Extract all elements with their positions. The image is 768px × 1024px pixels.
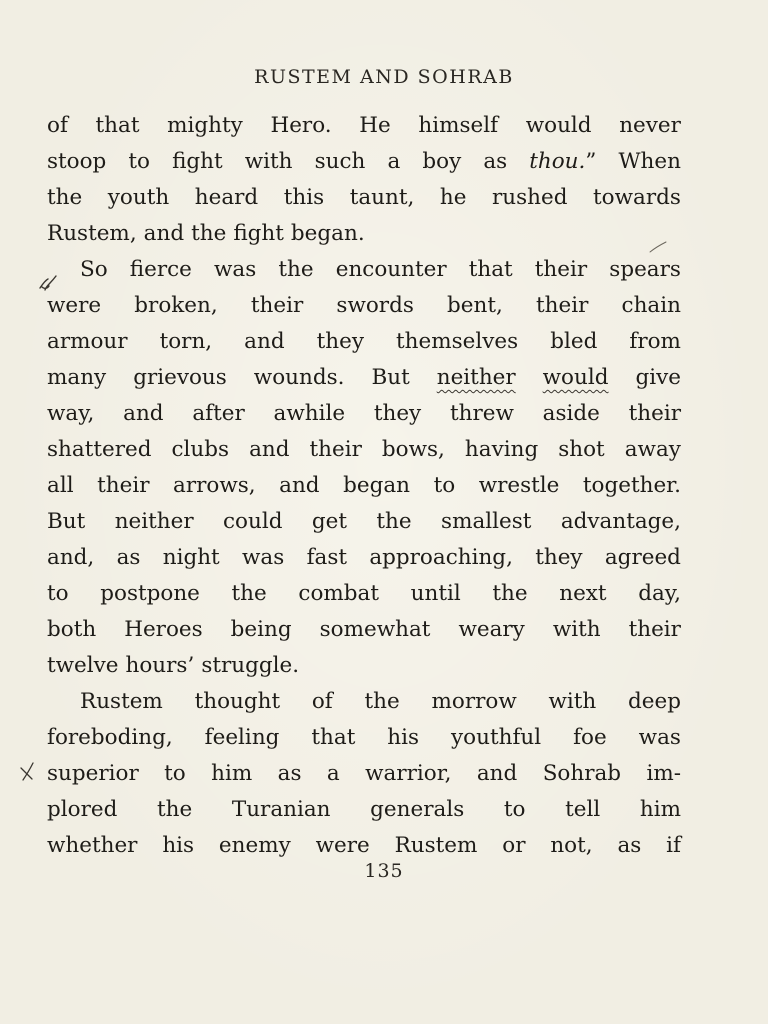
word: youth xyxy=(107,185,170,210)
text-line xyxy=(47,468,681,504)
word: were xyxy=(315,833,370,858)
word: advantage, xyxy=(560,509,681,534)
word: When xyxy=(618,149,681,174)
word: shattered xyxy=(47,437,152,462)
word: together. xyxy=(582,473,681,498)
word: and xyxy=(244,329,285,354)
word: until xyxy=(410,581,461,606)
body-text xyxy=(47,108,681,864)
running-head: RUSTEM AND SOHRAB xyxy=(254,66,514,88)
word: to xyxy=(47,581,69,606)
word: that xyxy=(468,257,513,282)
word: weary xyxy=(458,617,525,642)
word: that xyxy=(95,113,140,138)
word: But xyxy=(47,509,86,534)
word: Rustem xyxy=(394,833,478,858)
word: chain xyxy=(621,293,681,318)
word: Rustem xyxy=(80,689,163,714)
word: fight xyxy=(233,221,284,246)
word: was xyxy=(638,725,681,750)
word: combat xyxy=(298,581,379,606)
word: enemy xyxy=(218,833,291,858)
word: and xyxy=(143,221,185,246)
word: the xyxy=(278,257,314,282)
text-line xyxy=(47,216,681,252)
word: shot xyxy=(558,437,605,462)
word: Turanian xyxy=(231,797,331,822)
word: this xyxy=(283,185,325,210)
word: their xyxy=(628,401,681,426)
pencil-tick-mark-lower xyxy=(16,760,40,784)
word: bled xyxy=(550,329,598,354)
word: grievous xyxy=(133,365,227,390)
word: after xyxy=(192,401,245,426)
word: their xyxy=(534,257,588,282)
word: day, xyxy=(638,581,681,606)
word: armour xyxy=(47,329,128,354)
word: or xyxy=(502,833,526,858)
word: was xyxy=(242,545,285,570)
word: night xyxy=(162,545,220,570)
word: superior xyxy=(47,761,139,786)
pencil-tick-mark-upper xyxy=(36,270,60,294)
word: heard xyxy=(194,185,259,210)
word: if xyxy=(666,833,681,858)
word: warrior, xyxy=(365,761,452,786)
word: agreed xyxy=(604,545,681,570)
word: He xyxy=(359,113,391,138)
word: to xyxy=(128,149,150,174)
word: towards xyxy=(593,185,681,210)
word: would xyxy=(525,113,592,138)
word: feeling xyxy=(204,725,280,750)
word: somewhat xyxy=(319,617,431,642)
word: their xyxy=(309,437,362,462)
page-number: 135 xyxy=(364,860,404,882)
word: give xyxy=(635,365,681,390)
word: thou.” xyxy=(529,149,597,174)
word: his xyxy=(387,725,420,750)
word: the xyxy=(157,797,193,822)
word: struggle. xyxy=(201,653,300,678)
word: were xyxy=(47,293,102,318)
word: generals xyxy=(370,797,465,822)
text-line xyxy=(47,684,681,720)
word: smallest xyxy=(441,509,532,534)
word: the xyxy=(231,581,267,606)
word: both xyxy=(47,617,97,642)
word: not, xyxy=(550,833,593,858)
word: of xyxy=(311,689,333,714)
word: neither xyxy=(436,365,516,390)
word: threw xyxy=(449,401,514,426)
text-line xyxy=(47,108,681,144)
text-line xyxy=(47,144,681,180)
word: being xyxy=(230,617,292,642)
word: themselves xyxy=(396,329,519,354)
word: all xyxy=(47,473,74,498)
word: fast xyxy=(306,545,348,570)
word: from xyxy=(629,329,681,354)
word: So xyxy=(80,257,108,282)
word: and xyxy=(249,437,290,462)
word: to xyxy=(503,797,526,822)
word: his xyxy=(162,833,195,858)
word: tell xyxy=(565,797,601,822)
word: as xyxy=(483,149,508,174)
text-line xyxy=(47,540,681,576)
text-line xyxy=(47,612,681,648)
word: with xyxy=(548,689,597,714)
text-line xyxy=(47,360,681,396)
pencil-stray-mark xyxy=(648,240,668,254)
word: the xyxy=(191,221,227,246)
word: boy xyxy=(422,149,462,174)
word: him xyxy=(211,761,253,786)
word: get xyxy=(311,509,348,534)
word: way, xyxy=(47,401,95,426)
word: wrestle xyxy=(478,473,560,498)
word: whether xyxy=(47,833,138,858)
word: postpone xyxy=(100,581,200,606)
word: never xyxy=(619,113,681,138)
text-line xyxy=(47,828,681,864)
word: Heroes xyxy=(124,617,203,642)
word: broken, xyxy=(134,293,218,318)
word: awhile xyxy=(273,401,346,426)
word: a xyxy=(387,149,401,174)
word: foe xyxy=(573,725,607,750)
text-line xyxy=(47,504,681,540)
word: that xyxy=(311,725,356,750)
word: the xyxy=(364,689,400,714)
word: and, xyxy=(47,545,95,570)
word: their xyxy=(628,617,681,642)
word: to xyxy=(433,473,456,498)
word: approaching, xyxy=(369,545,513,570)
word: bent, xyxy=(447,293,503,318)
word: thought xyxy=(194,689,281,714)
word: arrows, xyxy=(173,473,256,498)
text-line xyxy=(47,576,681,612)
word: bows, xyxy=(381,437,445,462)
word: stoop xyxy=(47,149,107,174)
word: and xyxy=(279,473,320,498)
word: as xyxy=(277,761,302,786)
text-line xyxy=(47,324,681,360)
word: next xyxy=(559,581,607,606)
word: the xyxy=(492,581,528,606)
word: himself xyxy=(418,113,499,138)
word: away xyxy=(624,437,681,462)
text-line xyxy=(47,648,681,684)
word: to xyxy=(164,761,186,786)
word: encounter xyxy=(335,257,447,282)
text-line xyxy=(47,288,681,324)
word: their xyxy=(250,293,304,318)
word: as xyxy=(116,545,141,570)
word: Hero. xyxy=(270,113,332,138)
word: twelve xyxy=(47,653,119,678)
word: deep xyxy=(628,689,681,714)
word: plored xyxy=(47,797,118,822)
word: Sohrab xyxy=(542,761,622,786)
word: began xyxy=(343,473,411,498)
word: fierce xyxy=(129,257,192,282)
word: their xyxy=(97,473,150,498)
text-line xyxy=(47,756,681,792)
word: the xyxy=(47,185,83,210)
text-line xyxy=(47,720,681,756)
word: youthful xyxy=(451,725,542,750)
word: wounds. xyxy=(253,365,345,390)
word: im- xyxy=(646,761,681,786)
word: mighty xyxy=(167,113,243,138)
word: a xyxy=(326,761,340,786)
word: rushed xyxy=(492,185,568,210)
word: they xyxy=(535,545,583,570)
word: and xyxy=(123,401,164,426)
word: such xyxy=(314,149,366,174)
text-line xyxy=(47,252,681,288)
text-line xyxy=(47,396,681,432)
word: swords xyxy=(336,293,414,318)
word: he xyxy=(439,185,467,210)
word: as xyxy=(617,833,642,858)
word: and xyxy=(476,761,518,786)
text-line xyxy=(47,180,681,216)
word: taunt, xyxy=(349,185,415,210)
word: would xyxy=(542,365,609,390)
word: torn, xyxy=(159,329,213,354)
word: Rustem, xyxy=(47,221,137,246)
word: foreboding, xyxy=(47,725,173,750)
word: they xyxy=(316,329,364,354)
word: hours’ xyxy=(125,653,195,678)
word: neither xyxy=(114,509,194,534)
word: morrow xyxy=(431,689,517,714)
word: with xyxy=(552,617,601,642)
word: spears xyxy=(609,257,681,282)
word: clubs xyxy=(171,437,230,462)
text-line xyxy=(47,792,681,828)
word: with xyxy=(244,149,293,174)
word: him xyxy=(639,797,681,822)
word: they xyxy=(373,401,422,426)
word: aside xyxy=(542,401,600,426)
word: could xyxy=(223,509,283,534)
word: the xyxy=(376,509,412,534)
word: was xyxy=(214,257,257,282)
word: of xyxy=(47,113,68,138)
word: began. xyxy=(290,221,365,246)
text-line xyxy=(47,432,681,468)
word: their xyxy=(536,293,589,318)
word: many xyxy=(47,365,107,390)
word: having xyxy=(464,437,539,462)
word: fight xyxy=(172,149,223,174)
word: But xyxy=(371,365,410,390)
